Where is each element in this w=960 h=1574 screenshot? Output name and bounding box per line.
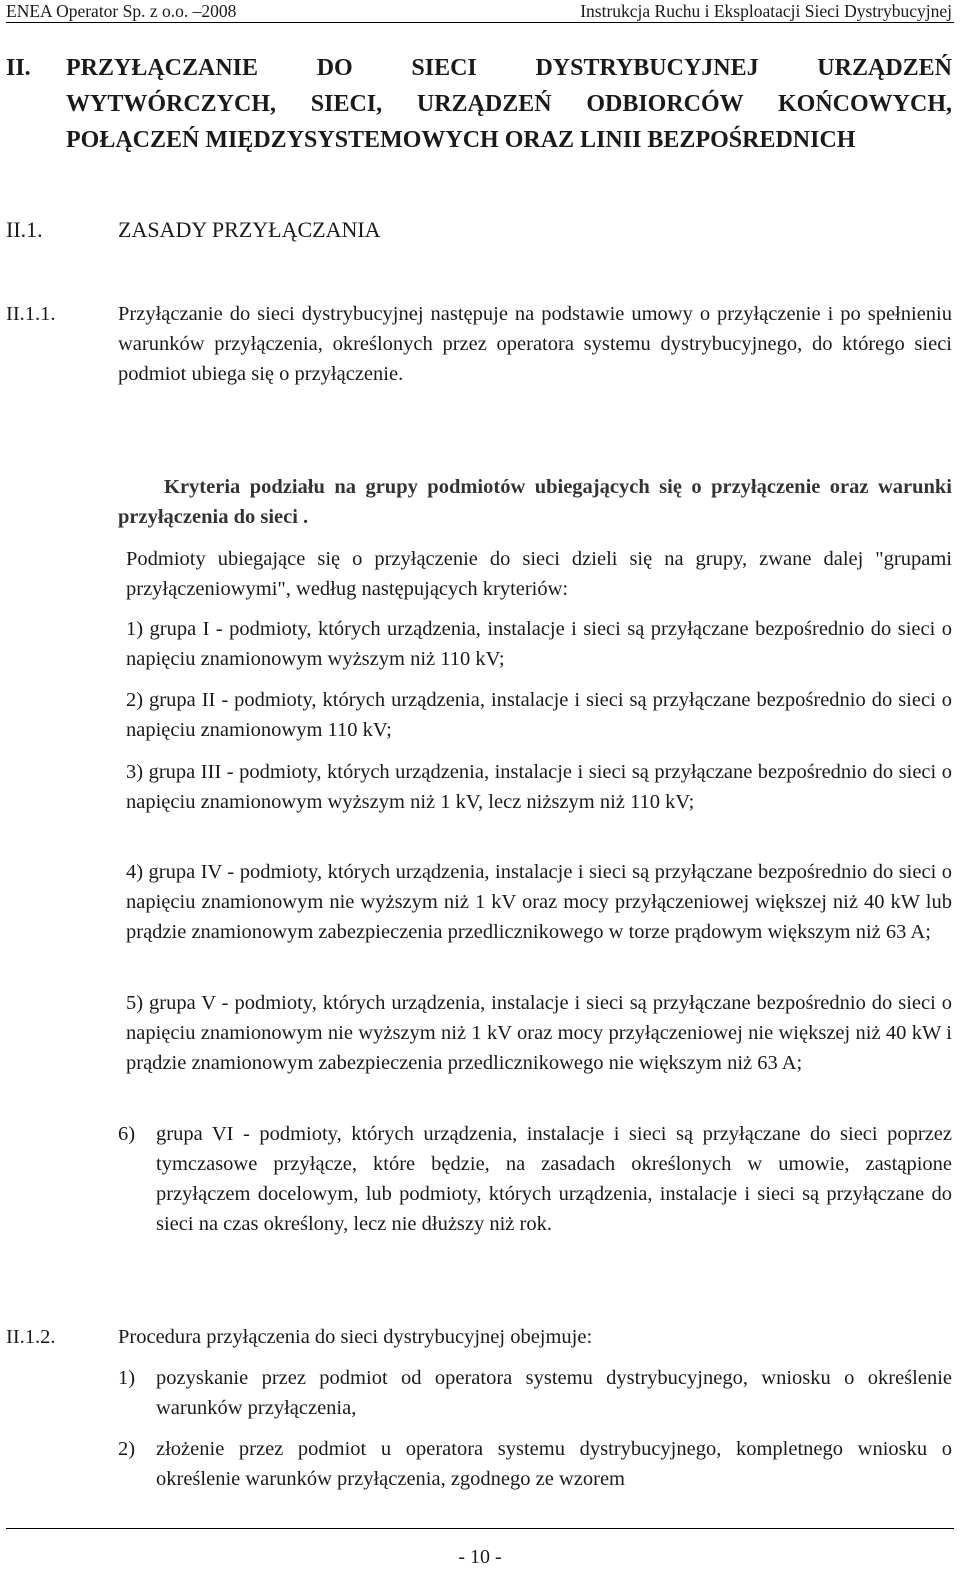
header-document-title: Instrukcja Ruchu i Eksploatacji Sieci Dystrybucyjnej [580, 1, 952, 21]
list-item [118, 1434, 952, 1494]
list-item [118, 1119, 952, 1239]
list-item [118, 1363, 952, 1423]
list-item: 5) grupa V - podmioty, których urządzenia, instalacje i sieci są przyłączane bezpośrednio do sieci o napięciu znamionowym nie wyższym niż 1 kV oraz mocy przyłączeniowej nie większej niż 40 kW i prądzie znamionowym zabezpieczenia przedlicznikowego nie większym niż 63 A; [126, 992, 952, 1074]
list-item: 3) grupa III - podmioty, których urządzenia, instalacje i sieci są przyłączane bezpośrednio do sieci o napięciu znamionowym wyższym niż 1 kV, lecz niższym niż 110 kV; [126, 761, 952, 813]
list-item-text: grupa VI - podmioty, których urządzenia, instalacje i sieci są przyłączane do sieci poprzez tymczasowe przyłącze, które będzie, na zasadach określonych w umowie, zastąpione przyłączem docelowym, lub podmioty, których urządzenia, instalacje i sieci są przyłączane do sieci na czas określony, lecz nie dłuższy niż rok. [156, 1123, 952, 1235]
chapter-title: PRZYŁĄCZANIE DO SIECI DYSTRYBUCYJNEJ URZĄDZEŃ WYTWÓRCZYCH, SIECI, URZĄDZEŃ ODBIORCÓW KOŃCOWYCH, POŁĄCZEŃ MIĘDZYSYSTEMOWYCH ORAZ LINII BEZPOŚREDNICH [66, 55, 952, 153]
chapter-number: II. [6, 55, 31, 81]
list-item-text: pozyskanie przez podmiot od operatora systemu dystrybucyjnego, wniosku o określenie warunków przyłączenia, [156, 1367, 952, 1419]
section-title: ZASADY PRZYŁĄCZANIA [118, 217, 381, 242]
list-item-number: 6) [118, 1123, 136, 1145]
page-header [0, 0, 960, 24]
list-item: 1) grupa I - podmioty, których urządzenia, instalacje i sieci są przyłączane bezpośrednio do sieci o napięciu znamionowym wyższym niż 110 kV; [126, 618, 952, 670]
header-company: ENEA Operator Sp. z o.o. –2008 [6, 1, 237, 21]
footer-divider [6, 1528, 954, 1529]
list-item-number: 1) [118, 1367, 136, 1389]
paragraph-number: II.1.1. [6, 303, 56, 325]
paragraph-number: II.1.2. [6, 1326, 56, 1348]
section-number: II.1. [6, 217, 43, 242]
list-item: 2) grupa II - podmioty, których urządzenia, instalacje i sieci są przyłączane bezpośrednio do sieci o napięciu znamionowym 110 kV; [126, 689, 952, 741]
page-number: - 10 - [458, 1546, 502, 1568]
list-item-number: 2) [118, 1438, 136, 1460]
paragraph-text: Przyłączanie do sieci dystrybucyjnej następuje na podstawie umowy o przyłączenie i po spełnieniu warunków przyłączenia, określonych przez operatora systemu dystrybucyjnego, do którego sieci podmiot ubiega się o przyłączenie. [118, 303, 952, 385]
paragraph-text: Procedura przyłączenia do sieci dystrybucyjnej obejmuje: [118, 1326, 593, 1348]
list-item: 4) grupa IV - podmioty, których urządzenia, instalacje i sieci są przyłączane bezpośrednio do sieci o napięciu znamionowym nie wyższym niż 1 kV oraz mocy przyłączeniowej większej niż 40 kW lub prądzie znamionowym zabezpieczenia przedlicznikowego w torze prądowym większym niż 63 A; [126, 861, 952, 943]
criteria-intro: Podmioty ubiegające się o przyłączenie do sieci dzieli się na grupy, zwane dalej "grupami przyłączeniowymi", według następujących kryteriów: [126, 548, 952, 600]
header-divider [6, 22, 954, 23]
criteria-heading: Kryteria podziału na grupy podmiotów ubiegających się o przyłączenie oraz warunki przyłączenia do sieci . [118, 476, 952, 528]
list-item-text: złożenie przez podmiot u operatora systemu dystrybucyjnego, kompletnego wniosku o określenie warunków przyłączenia, zgodnego ze wzorem [156, 1438, 952, 1490]
